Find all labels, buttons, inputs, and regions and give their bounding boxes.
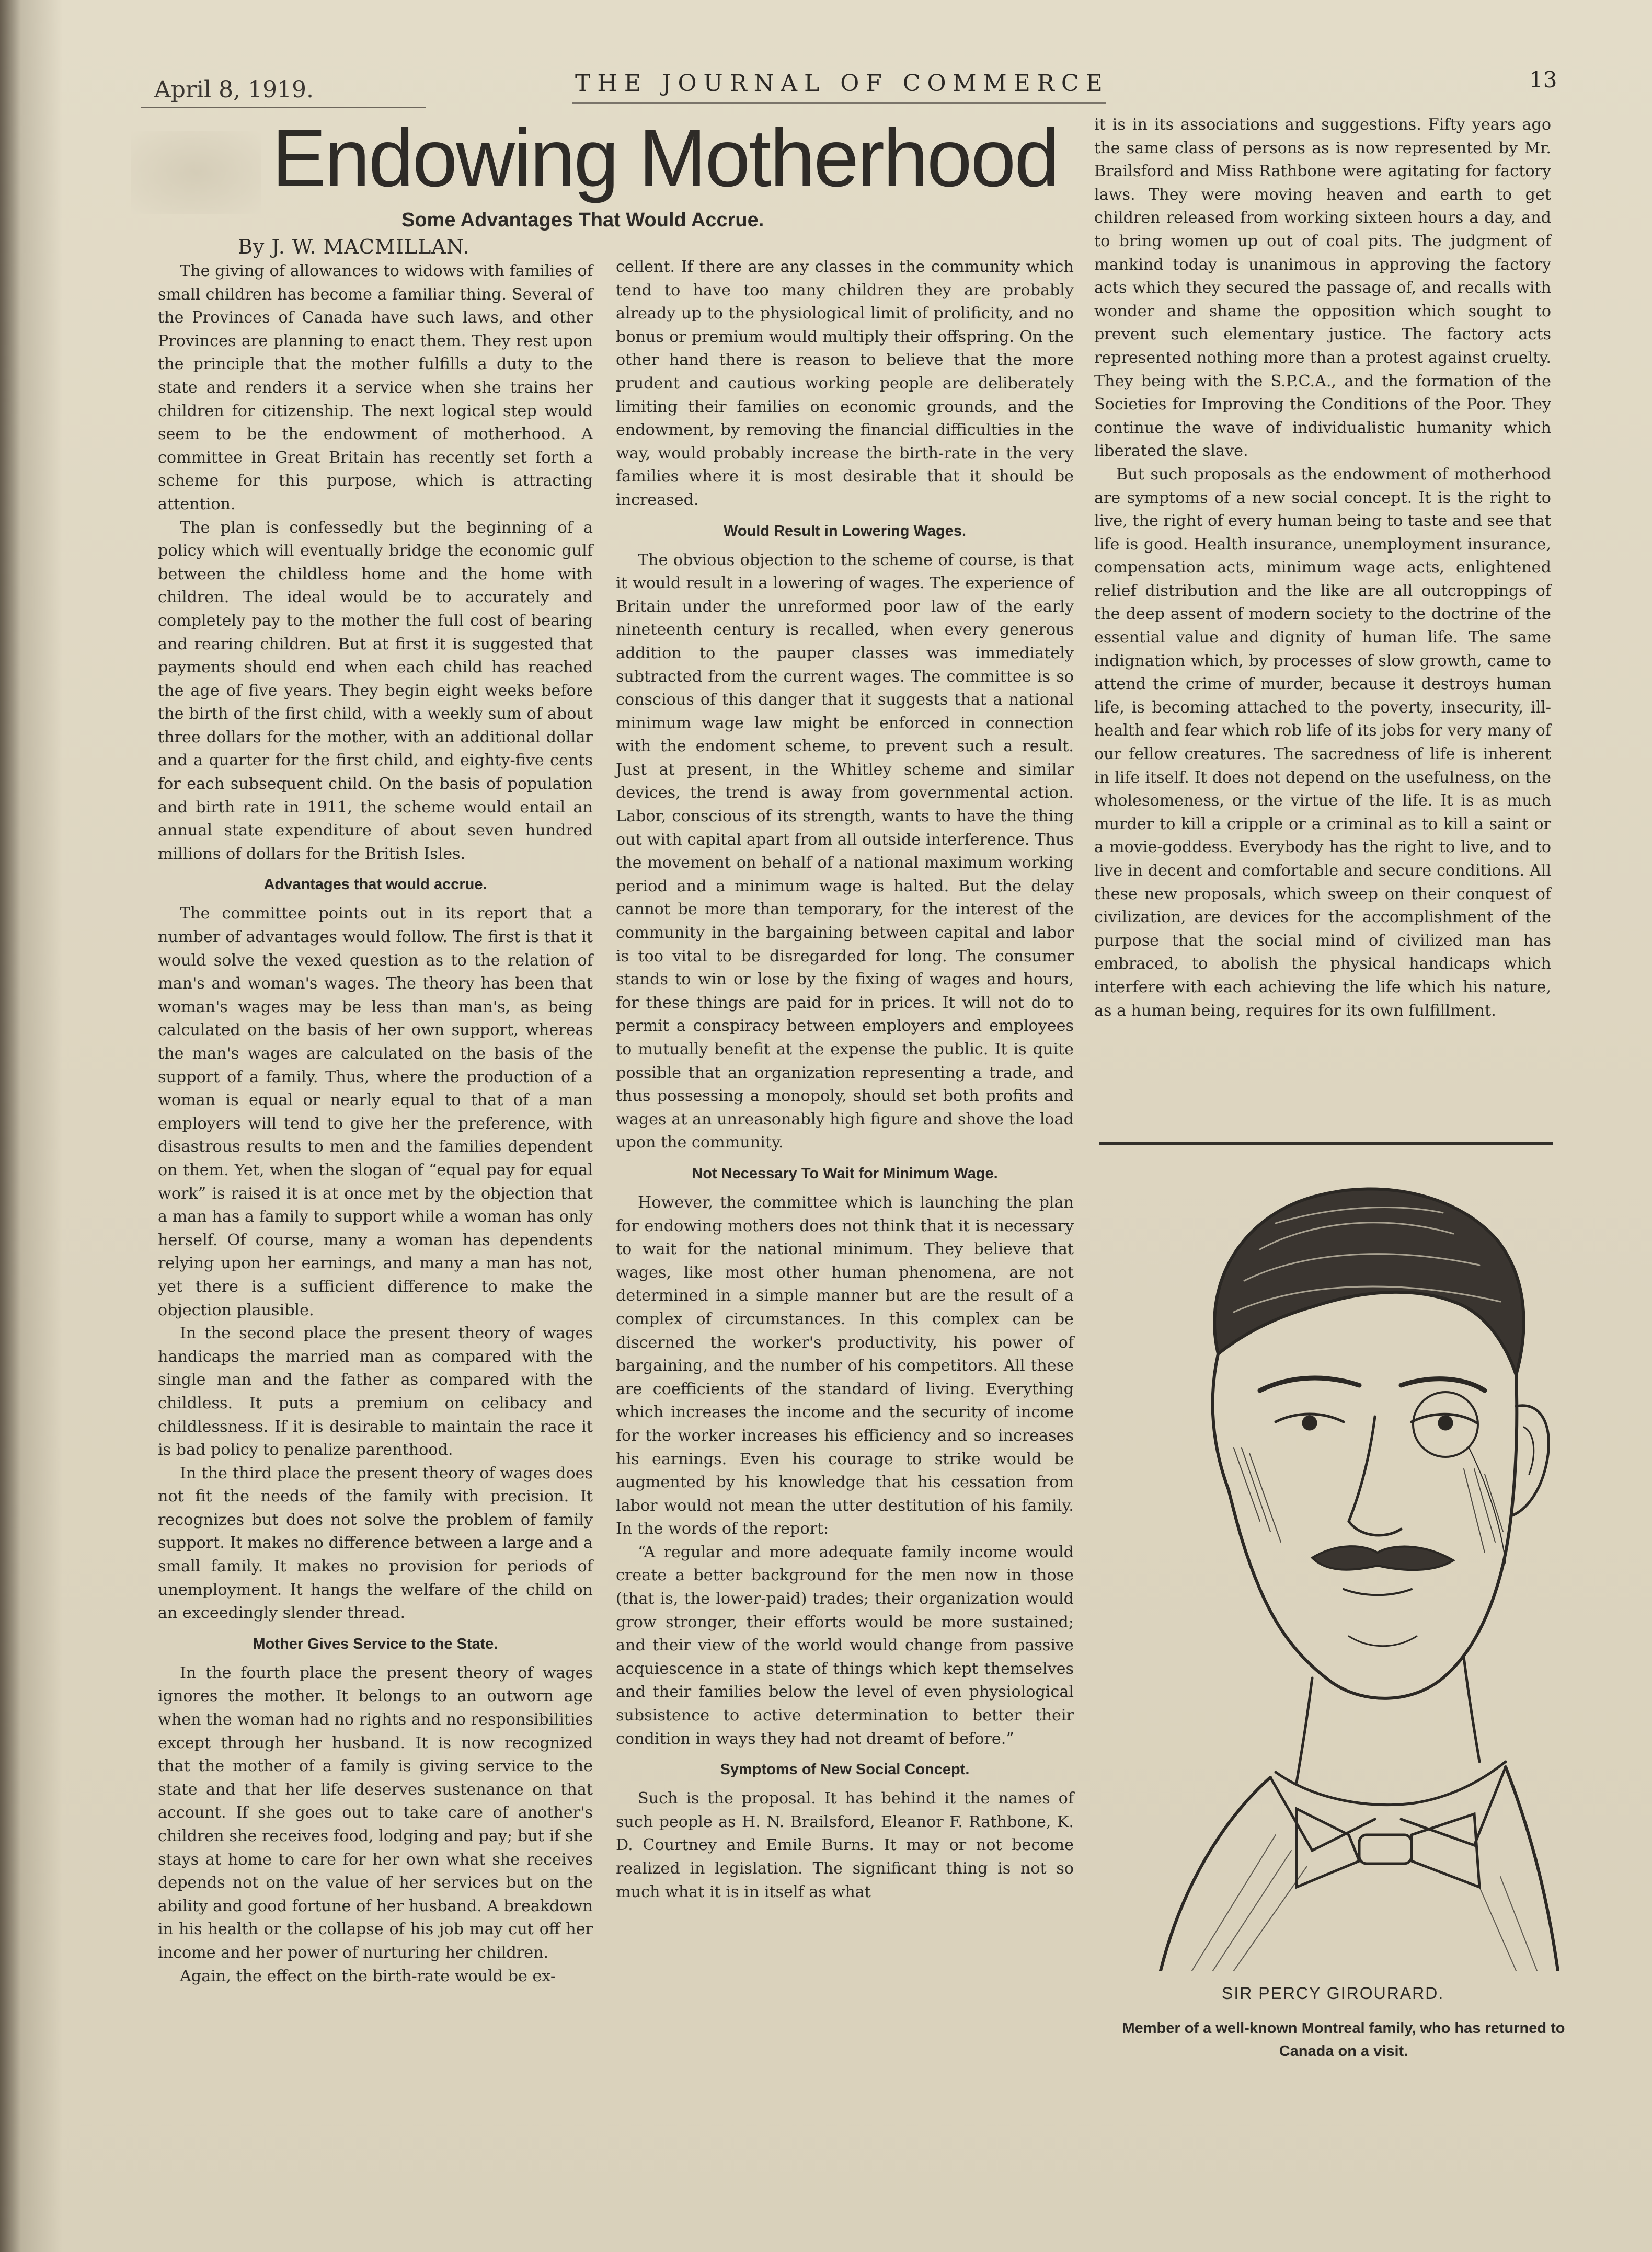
portrait-illustration	[1140, 1155, 1579, 1971]
paragraph: In the third place the present theory of wages does not fit the needs of the family with precision. It recognizes but does not solve the problem of family support. It makes no difference between a large and a small family. It makes no provision for periods of unemployment. It hangs the welfare of the child on an exceedingly slender thread.	[158, 1464, 593, 1623]
paragraph: In the fourth place the present theory of wages ignores the mother. It belongs to an outworn age when the woman had no rights and no responsibilities except through her husband. It is now recognized that the mother of a family is giving service to the state and that her life deserves sustenance on that account. If she goes out to take care of another's children she receives food, lodging and pay; but if she stays at home to care for her own what she receives depends not on the value of her services but on the ability and good fortune of her husband. A breakdown in his health or the collapse of his job may cut off her income and her power of nurturing her children.	[158, 1663, 593, 1962]
column-3	[1094, 113, 1551, 1022]
paragraph: The plan is confessedly but the beginning of a policy which will eventually bridge the economic gulf between the childless home and the home with children. The ideal would be to accurately and completely pay to the mother the full cost of bearing and rearing children. But at first it is suggested that payments should end when each child has reached the age of five years. They begin eight weeks before the birth of the first child, with a weekly sum of about three dollars for the mother, with an additional dollar and a quarter for the first child, and eighty-five cents for each subsequent child. On the basis of population and birth rate in 1911, the scheme would entail an annual state expenditure of about seven hundred millions of dollars for the British Isles.	[158, 518, 593, 863]
header-rule-left	[141, 107, 426, 108]
paragraph: The obvious objection to the scheme of course, is that it would result in a lowering of wages. The experience of Britain under the unreformed poor law of the early nineteenth century is recalled, when every generous addition to the pauper classes was immediately subtracted from the current wages. The committee is so conscious of this danger that it suggests that a national minimum wage law might be enforced in connection with the endoment scheme, to prevent such a result. Just at present, in the Whitley scheme and similar devices, the trend is away from governmental action. Labor, conscious of its strength, wants to have the thing out with capital apart from all outside interference. Thus the movement on behalf of a national maximum working period and a minimum wage is halted. But the delay cannot be more than temporary, for the interest of the community in the bargaining between capital and labor is too vital to be disregarded for long. The consumer stands to win or lose by the fixing of wages and hours, for these things are paid for in prices. It will not do to permit a conspiracy between employers and employees to mutually benefit at the expense the public. It is quite possible that an organization representing a trade, and thus possessing a monopoly, should set both profits and wages at an unreasonably high figure and shove the load upon the community.	[616, 550, 1074, 1152]
paper-stain	[131, 131, 261, 214]
section-heading: Mother Gives Service to the State.	[253, 1635, 498, 1652]
binding-shadow	[0, 0, 21, 2252]
section-heading: Symptoms of New Social Concept.	[720, 1761, 970, 1778]
paragraph: Again, the effect on the birth-rate would be ex-	[180, 1967, 556, 1985]
article-headline: Endowing Motherhood	[272, 113, 1059, 204]
paragraph: But such proposals as the endowment of motherhood are symptoms of a new social concept. It is the right to live, the right of every human being to taste and see that life is good. Health insurance, unemployment insurance, compensation acts, minimum wage acts, enlightened relief distribution and the like are all outcroppings of the deep assent of modern society to the doctrine of the essential value and dignity of human life. The same indignation which, by processes of slow growth, came to attend the crime of murder, because it destroys human life, is becoming attached to the poverty, insecurity, ill-health and fear which rob life of its jobs for very many of our fellow creatures. The sacredness of life is inherent in life itself. It does not depend on the usefulness, on the wholesomeness, or the virtue of the life. It is as much murder to kill a cripple or a criminal as to kill a saint or a movie-goddess. Everybody has the right to live, and to live in decent and comfortable and secure conditions. All these new proposals, which sweep on their conquest of civilization, are devices for the accomplishment of the purpose that the social mind of civilized man has embraced, to abolish the physical handicaps which interfere with each achieving the life which his nature, as a human being, requires for its own fulfillment.	[1094, 465, 1551, 1020]
quoted-paragraph: “A regular and more adequate family income would create a better background for the men now in those (that is, the lower-paid) trades; their organization would grow stronger, their efforts would be more sustained; and their view of the world would change from passive acquiescence in a state of things which kept themselves and their families below the level of even physiological subsistence to active determination to better their condition in ways they had not dreamt of before.”	[616, 1543, 1074, 1748]
paragraph: The committee points out in its report that a number of advantages would follow. The first is that it would solve the vexed question as to the relation of man's and woman's wages. The theory has been that woman's wages may be less than man's, as being calculated on the basis of her own support, whereas the man's wages are calculated on the basis of the support of a family. Thus, where the production of a woman is equal or nearly equal to that of a man employers will tend to give her the preference, with disastrous results to men and the families dependent on them. Yet, when the slogan of “equal pay for equal work” is raised it is at once met by the objection that a man has a family to support while a woman has only herself. Of course, many a woman has dependents relying upon her earnings, and many a man has not, yet there is a sufficient difference to make the objection plausible.	[158, 904, 593, 1319]
section-heading: Advantages that would accrue.	[263, 876, 487, 893]
header-rule-center	[572, 102, 1106, 104]
column-1	[158, 260, 593, 1988]
section-heading: Would Result in Lowering Wages.	[723, 522, 966, 539]
paragraph: However, the committee which is launching the plan for endowing mothers does not think that it is necessary to wait for the national minimum. They believe that wages, like most other human phenomena, are not determined in a simple manner but are the result of a complex of circumstances. In this complex can be discerned the worker's productivity, his power of bargaining, and the number of his competitors. All these are coefficients of the standard of living. Everything which increases the income and the security of income for the worker increases his efficiency and so increases his earnings. Even his courage to strike would be augmented by his knowledge that his cessation from labor would not mean the utter destitution of his family. In the words of the report:	[616, 1193, 1074, 1538]
paragraph: cellent. If there are any classes in the community which tend to have too many children they are probably already up to the physiological limit of prolificity, and no bonus or premium would multiply their offspring. On the other hand there is reason to believe that the more prudent and cautious working people are deliberately limiting their families on economic grounds, and the endowment, by removing the financial difficulties in the way, would probably increase the birth-rate in the very families where it is most desirable that it should be increased.	[616, 258, 1074, 509]
column-2	[616, 256, 1074, 1904]
paragraph: The giving of allowances to widows with families of small children has become a familiar thing. Several of the Provinces of Canada have such laws, and other Provinces are planning to enact them. They rest upon the principle that the mother fulfills a duty to the state and renders it a service when she trains her children for citizenship. The next logical step would seem to be the endowment of motherhood. A committee in Great Britain has recently set forth a scheme for this purpose, which is attracting attention.	[158, 262, 593, 513]
page-number: 13	[1529, 67, 1557, 93]
header-date: April 8, 1919.	[154, 76, 314, 103]
paragraph: In the second place the present theory of wages handicaps the married man as compared with the single man and the father as compared with the childless. It puts a premium on celibacy and childlessness. If it is desirable to maintain the race it is bad policy to penalize parenthood.	[158, 1324, 593, 1460]
portrait-caption-text: Member of a well-known Montreal family, who has returned to Canada on a visit.	[1122, 2020, 1565, 2060]
article-subheadline: Some Advantages That Would Accrue.	[401, 209, 764, 231]
paragraph: it is in its associations and suggestions. Fifty years ago the same class of persons as is now represented by Mr. Brailsford and Miss Rathbone were agitating for factory laws. They were moving heaven and earth to get children released from working sixteen hours a day, and to bring women up out of coal pits. The judgment of mankind today is unanimous in approving the factory acts which they secured the passage of, and recalls with wonder and shame the opposition which sought to prevent such elementary justice. The factory acts represented nothing more than a protest against cruelty. They being with the S.P.C.A., and the formation of the Societies for Improving the Conditions of the Poor. They continue the wave of individualistic humanity which liberated the slave.	[1094, 116, 1551, 461]
publication-title: THE JOURNAL OF COMMERCE	[575, 70, 1109, 97]
paragraph: Such is the proposal. It has behind it the names of such people as H. N. Brailsford, Eleanor F. Rathbone, K. D. Courtney and Emile Burns. It may or not become realized in legislation. The significant thing is not so much what it is in itself as what	[616, 1789, 1074, 1901]
article-byline: By J. W. MACMILLAN.	[238, 235, 470, 258]
column-divider-rule	[1099, 1142, 1553, 1145]
portrait-caption-name: SIR PERCY GIROURARD.	[1222, 1984, 1444, 2003]
section-heading: Not Necessary To Wait for Minimum Wage.	[692, 1165, 998, 1182]
